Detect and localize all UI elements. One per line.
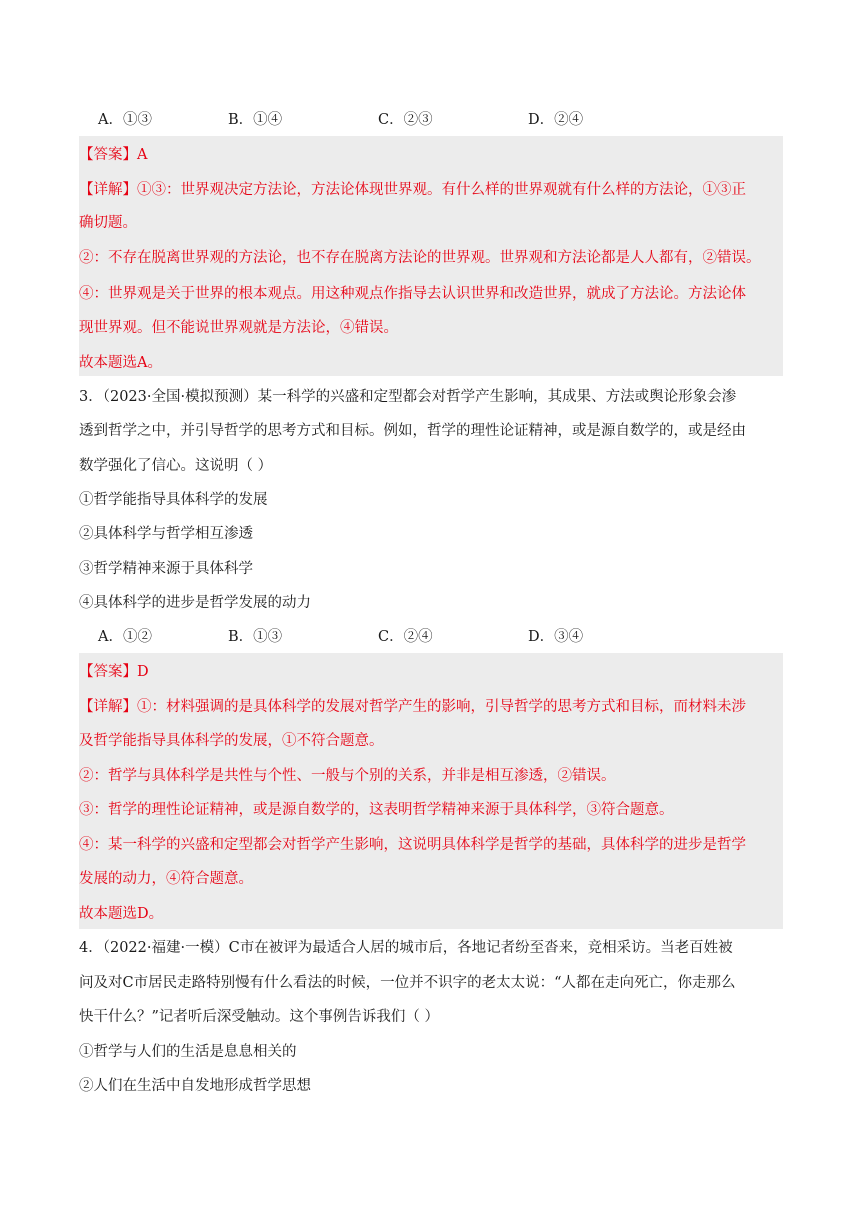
detail-text: ①③：世界观决定方法论，方法论体现世界观。有什么样的世界观就有什么样的方法论，①③正 bbox=[137, 182, 746, 198]
q2-option-b: B．①④ bbox=[228, 112, 283, 128]
q3-detail-line-2: 及哲学能指导具体科学的发展，①不符合题意。 bbox=[79, 733, 384, 749]
q3-item-4: ④具体科学的进步是哲学发展的动力 bbox=[79, 595, 311, 611]
answer-value: D bbox=[137, 664, 149, 680]
q2-option-a: A．①③ bbox=[98, 112, 152, 128]
q2-detail-line-1 bbox=[79, 180, 746, 200]
q3-option-c: C．②④ bbox=[378, 629, 433, 645]
q3-stem-line-3: 数学强化了信心。这说明（ ） bbox=[79, 458, 273, 474]
q4-item-2: ②人们在生活中自发地形成哲学思想 bbox=[79, 1078, 311, 1094]
q4-stem-line-2: 问及对C市居民走路特别慢有什么看法的时候，一位并不识字的老太太说：“人都在走向死亡，你走那么 bbox=[79, 975, 736, 991]
q2-option-d: D．②④ bbox=[528, 112, 584, 128]
detail-tag: 【详解】 bbox=[79, 699, 137, 715]
q2-option-c: C．②③ bbox=[378, 112, 433, 128]
q3-item-1: ①哲学能指导具体科学的发展 bbox=[79, 492, 268, 508]
q3-item-2: ②具体科学与哲学相互渗透 bbox=[79, 526, 253, 542]
q2-detail-line-4: ④：世界观是关于世界的根本观点。用这种观点作指导去认识世界和改造世界，就成了方法论。方法论体 bbox=[79, 286, 746, 302]
answer-tag: 【答案】 bbox=[79, 664, 137, 680]
q3-option-a: A．①② bbox=[98, 629, 152, 645]
q2-conclusion: 故本题选A。 bbox=[79, 355, 162, 371]
q2-detail-line-5: 现世界观。但不能说世界观就是方法论，④错误。 bbox=[79, 320, 398, 336]
q4-stem-line-3: 快干什么？”记者听后深受触动。这个事例告诉我们（ ） bbox=[79, 1009, 440, 1025]
q3-detail-line-1 bbox=[79, 697, 746, 717]
q3-detail-line-5: ④：某一科学的兴盛和定型都会对哲学产生影响，这说明具体科学是哲学的基础，具体科学的进步是哲学 bbox=[79, 837, 746, 853]
q3-detail-line-6: 发展的动力，④符合题意。 bbox=[79, 871, 253, 887]
detail-text: ①：材料强调的是具体科学的发展对哲学产生的影响，引导哲学的思考方式和目标，而材料未涉 bbox=[137, 699, 746, 715]
q4-item-1: ①哲学与人们的生活是息息相关的 bbox=[79, 1044, 297, 1060]
detail-tag: 【详解】 bbox=[79, 182, 137, 198]
q3-conclusion: 故本题选D。 bbox=[79, 906, 164, 922]
q3-detail-line-4: ③：哲学的理性论证精神，或是源自数学的，这表明哲学精神来源于具体科学，③符合题意。 bbox=[79, 802, 674, 818]
q2-detail-line-2: 确切题。 bbox=[79, 215, 137, 231]
q3-stem-line-1: 3．（2023·全国·模拟预测）某一科学的兴盛和定型都会对哲学产生影响，其成果、方法或舆论形象会渗 bbox=[79, 389, 737, 405]
q3-answer bbox=[79, 662, 149, 682]
q3-item-3: ③哲学精神来源于具体科学 bbox=[79, 561, 253, 577]
q3-option-d: D．③④ bbox=[528, 629, 584, 645]
q2-answer bbox=[79, 145, 147, 165]
answer-tag: 【答案】 bbox=[79, 147, 137, 163]
answer-value: A bbox=[137, 147, 148, 163]
q3-stem-line-2: 透到哲学之中，并引导哲学的思考方式和目标。例如，哲学的理性论证精神，或是源自数学的，或是经由 bbox=[79, 423, 746, 439]
q2-detail-line-3: ②：不存在脱离世界观的方法论，也不存在脱离方法论的世界观。世界观和方法论都是人人都有，②错误。 bbox=[79, 250, 761, 266]
q3-option-b: B．①③ bbox=[228, 629, 283, 645]
q3-detail-line-3: ②：哲学与具体科学是共性与个性、一般与个别的关系，并非是相互渗透，②错误。 bbox=[79, 768, 616, 784]
q4-stem-line-1: 4．（2022·福建·一模）C市在被评为最适合人居的城市后，各地记者纷至沓来，竞相采访。当老百姓被 bbox=[79, 940, 733, 956]
